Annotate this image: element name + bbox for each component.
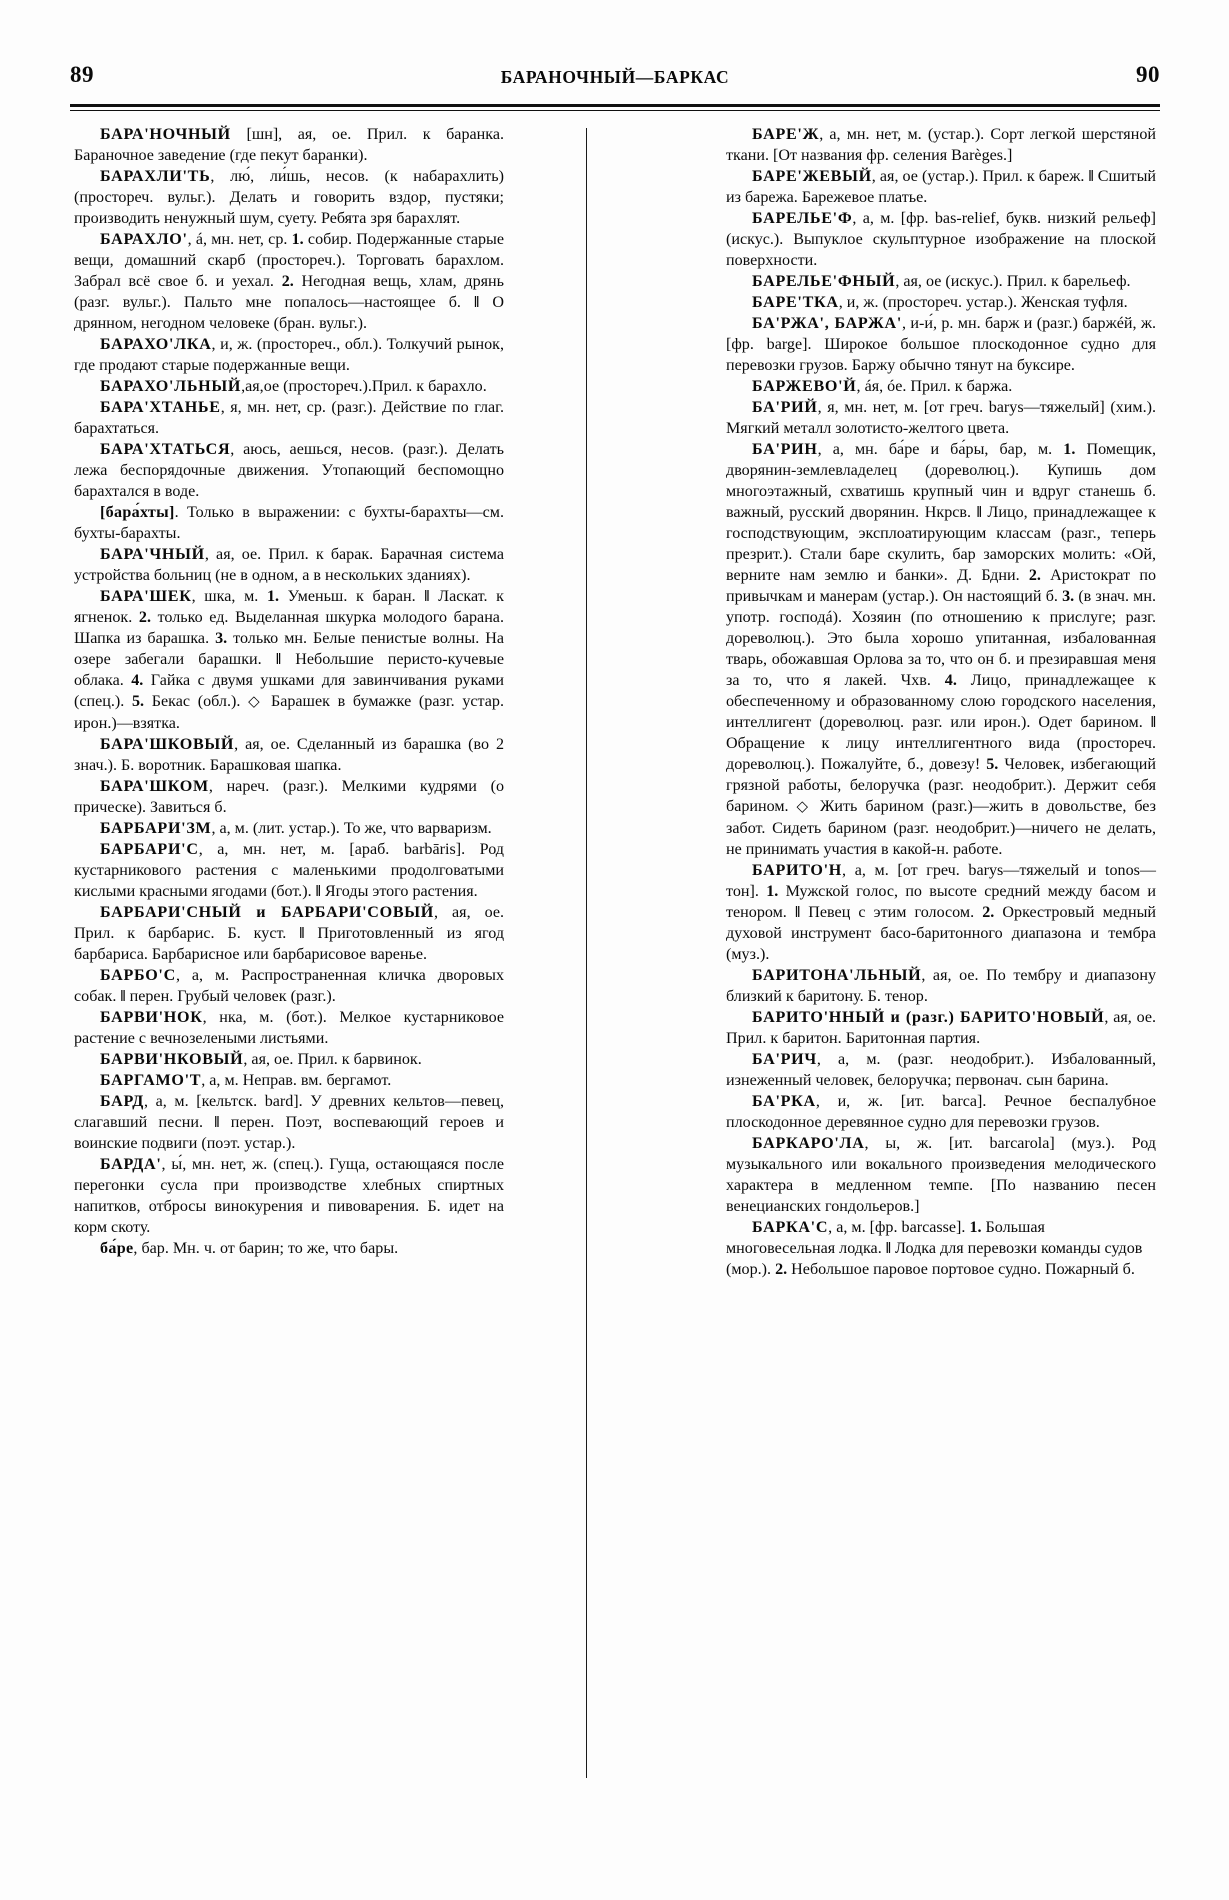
entry-headword: БАРАХЛО' — [100, 231, 188, 248]
running-head-title: БАРАНОЧНЫЙ—БАРКАС — [500, 67, 730, 87]
running-head — [70, 62, 1160, 98]
entry-headword: БАРД — [100, 1093, 145, 1110]
entry-headword: БАРБАРИ'С — [100, 841, 199, 858]
entry-headword: БАРЕ'Ж — [752, 126, 820, 143]
entry-definition: , а, м. (разг. неодобрит.). Избалованный, изнеженный человек, белоручка; первонач. сын барина. — [726, 1051, 1156, 1089]
entry-definition: , ая, ое (устар.). Прил. к бареж. ‖ Сшитый из барежа. Барежевое платье. — [726, 168, 1156, 206]
dictionary-entry — [726, 313, 1156, 376]
column-right — [726, 124, 1156, 1280]
entry-headword: БАРАХЛИ'ТЬ — [100, 168, 211, 185]
entry-definition: , шка, м. 1. Уменьш. к баран. ‖ Ласкат. к ягненок. 2. только ед. Выделанная шкурка молодого барана. Шапка из барашка. 3. только мн. Белые пенистые волны. На озере забегали барашки. ‖ Небольшие перисто-кучевые облака. 4. Гайка с двумя ушками для завинчивания руками (спец.). 5. Бекас (обл.). ◇ Барашек в бумажке (разг. устар. ирон.)—взятка. — [74, 588, 504, 732]
entry-headword: БАРКАРО'ЛА — [752, 1135, 865, 1152]
entry-definition: , ая, ое. Прил. к баритон. Баритонная партия. — [726, 1009, 1156, 1047]
dictionary-entry — [74, 439, 504, 502]
entry-definition: , а, м. [от греч. barys—тяжелый и tonos—тон]. 1. Мужской голос, по высоте средний между басом и тенором. ‖ Певец с этим голосом. 2. Оркестровый медный духовой инструмент басо-баритонного диапазона и тембра (муз.). — [726, 862, 1157, 963]
dictionary-entry — [726, 439, 1156, 860]
entry-headword: БАРЕЛЬЕ'ФНЫЙ — [752, 273, 896, 290]
entry-headword: БАРЕ'ТКА — [752, 294, 839, 311]
entry-headword: БАРИТОНА'ЛЬНЫЙ — [752, 967, 922, 984]
entry-definition: , аюсь, аешься, несов. (разг.). Делать лежа беспорядочные движения. Утопающий беспомощно барахтался в воде. — [74, 441, 504, 500]
entry-headword: БАРЕЛЬЕ'Ф — [752, 210, 853, 227]
entry-definition: , ая, ое. По тембру и диапазону близкий к баритону. Б. тенор. — [726, 967, 1156, 1005]
dictionary-entry — [74, 502, 504, 544]
entry-headword: БАРИТО'ННЫЙ и (разг.) БАРИТО'НОВЫЙ — [752, 1009, 1105, 1026]
entry-headword: БАРА'ШЕК — [100, 588, 192, 605]
entry-definition: , ая, ое. Сделанный из барашка (во 2 знач.). Б. воротник. Барашковая шапка. — [74, 736, 504, 774]
entry-definition: , áя, óе. Прил. к баржа. — [856, 378, 1013, 395]
column-container — [70, 124, 1160, 1824]
entry-headword: БАРБАРИ'СНЫЙ и БАРБАРИ'СОВЫЙ — [100, 904, 435, 921]
dictionary-entry — [74, 1238, 504, 1259]
dictionary-entry — [74, 902, 504, 965]
dictionary-entry — [74, 544, 504, 586]
dictionary-entry — [74, 965, 504, 1007]
entry-definition: , а, м. (лит. устар.). То же, что варваризм. — [211, 820, 492, 837]
entry-definition: , ы́, мн. нет, ж. (спец.). Гуща, остающаяся после перегонки сусла при производстве хлебных спиртных напитков, отбросы винокурения и пивоварения. Б. идет на корм скоту. — [74, 1156, 504, 1236]
entry-definition: , нка, м. (бот.). Мелкое кустарниковое растение с вечнозелеными листьями. — [74, 1009, 504, 1047]
entry-definition: , а, м. [кельтск. bard]. У древних кельтов—певец, слагавший песни. ‖ перен. Поэт, воспевающий героев и воинские подвиги (поэт. устар.). — [74, 1093, 504, 1152]
dictionary-entry — [74, 334, 504, 376]
dictionary-entry — [726, 397, 1156, 439]
entry-definition: , а, м. [фр. barcasse]. 1. Большая многовесельная лодка. ‖ Лодка для перевозки команды судов (мор.). 2. Небольшое паровое портовое судно. Пожарный б. — [726, 1219, 1143, 1278]
entry-definition: , лю́, ли́шь, несов. (к набарахлить) (простореч. вульг.). Делать и говорить вздор, пустяки; производить ненужный шум, суету. Ребята зря барахлят. — [74, 168, 504, 227]
entry-headword: БА'РИЧ — [752, 1051, 817, 1068]
entry-headword: БАРАХО'ЛКА — [100, 336, 212, 353]
entry-headword: ба́ре — [100, 1240, 134, 1257]
dictionary-entry — [726, 1217, 1156, 1280]
entry-headword: БАРА'ХТАНЬЕ — [100, 399, 221, 416]
entry-headword: БАРАХО'ЛЬНЫЙ — [100, 378, 242, 395]
entry-definition: , ая, ое (искус.). Прил. к барельеф. — [895, 273, 1131, 290]
entry-definition: , и, ж. (простореч. устар.). Женская туфля. — [838, 294, 1128, 311]
dictionary-entry — [74, 1154, 504, 1238]
entry-headword: БАРА'ШКОВЫЙ — [100, 736, 235, 753]
dictionary-entry — [74, 776, 504, 818]
dictionary-entry — [726, 376, 1156, 397]
entry-headword: БАРЖЕВО'Й — [752, 378, 857, 395]
dictionary-entry — [74, 734, 504, 776]
header-rule — [70, 104, 1160, 111]
entry-headword: БАРКА'С — [752, 1219, 829, 1236]
entry-definition: , и-и́, р. мн. барж и (разг.) баржéй, ж. [фр. barge]. Широкое большое плоскодонное судно для перевозки грузов. Баржу обычно тянут на буксире. — [726, 315, 1156, 374]
dictionary-entry — [726, 860, 1156, 965]
entry-headword: БА'РЖА', БАРЖА' — [752, 315, 902, 332]
entry-headword: БАРЕ'ЖЕВЫЙ — [752, 168, 872, 185]
entry-definition: , и, ж. [ит. barca]. Речное беспалубное плоскодонное деревянное судно для перевозки грузов. — [726, 1093, 1156, 1131]
dictionary-entry — [726, 1007, 1156, 1049]
dictionary-entry — [74, 586, 504, 734]
entry-headword: БАРБО'С — [100, 967, 176, 984]
entry-definition: , а, мн. нет, м. [араб. barbāris]. Род кустарникового растения с маленькими продолговатыми кислыми красными ягодами (бот.). ‖ Ягоды этого растения. — [74, 841, 504, 900]
page-number-left: 89 — [70, 62, 94, 87]
entry-definition: , я, мн. нет, ср. (разг.). Действие по глаг. барахтаться. — [74, 399, 504, 437]
dictionary-entry — [74, 818, 504, 839]
entry-headword: БА'РИН — [752, 441, 818, 458]
entry-headword: БАРВИ'НКОВЫЙ — [100, 1051, 244, 1068]
entry-headword: БАРА'ХТАТЬСЯ — [100, 441, 231, 458]
entry-definition: , а, м. Распространенная кличка дворовых собак. ‖ перен. Грубый человек (разг.). — [74, 967, 504, 1005]
dictionary-entry — [726, 166, 1156, 208]
entry-definition: , ая, ое. Прил. к барак. Барачная система устройства больниц (не в одном, а в нескольких зданиях). — [74, 546, 504, 584]
entry-headword: БАРИТО'Н — [752, 862, 843, 879]
entry-definition: , и, ж. (простореч., обл.). Толкучий рынок, где продают старые подержанные вещи. — [74, 336, 504, 374]
entry-headword: БАРДА' — [100, 1156, 162, 1173]
dictionary-entry — [726, 292, 1156, 313]
dictionary-entry — [74, 1070, 504, 1091]
dictionary-entry — [726, 965, 1156, 1007]
column-divider — [586, 128, 587, 1778]
entry-headword: БАРА'НОЧНЫЙ — [100, 126, 231, 143]
entry-headword: [бара́хты] — [100, 504, 175, 521]
entry-definition: , бар. Мн. ч. от барин; то же, что бары. — [133, 1240, 399, 1257]
dictionary-entry — [726, 1133, 1156, 1217]
entry-definition: [шн], ая, ое. Прил. к баранка. Бараночное заведение (где пекут баранки). — [74, 126, 504, 164]
dictionary-entry — [74, 229, 504, 334]
dictionary-entry — [74, 1007, 504, 1049]
entry-definition: , ая, ое. Прил. к барбарис. Б. куст. ‖ Приготовленный из ягод барбариса. Барбарисное или барбарисовое варенье. — [74, 904, 505, 963]
dictionary-entry — [726, 1091, 1156, 1133]
dictionary-entry — [726, 124, 1156, 166]
dictionary-entry — [74, 1091, 504, 1154]
dictionary-entry — [726, 208, 1156, 271]
entry-headword: БАРА'ШКОМ — [100, 778, 209, 795]
column-left — [74, 124, 504, 1259]
dictionary-entry — [74, 376, 504, 397]
dictionary-entry — [74, 124, 504, 166]
dictionary-entry — [726, 271, 1156, 292]
dictionary-entry — [74, 397, 504, 439]
entry-headword: БАРБАРИ'ЗМ — [100, 820, 212, 837]
dictionary-entry — [726, 1049, 1156, 1091]
entry-definition: , ы, ж. [ит. barcarola] (муз.). Род музыкального или вокального произведения мелодического характера в медленном темпе. [По названию песен венецианских гондольеров.] — [726, 1135, 1156, 1215]
entry-headword: БА'РИЙ — [752, 399, 818, 416]
entry-headword: БАРВИ'НОК — [100, 1009, 203, 1026]
entry-headword: БАРГАМО'Т — [100, 1072, 202, 1089]
page-number-right: 90 — [1136, 62, 1160, 87]
entry-definition: ,ая,ое (простореч.).Прил. к барахло. — [241, 378, 487, 395]
dictionary-entry — [74, 166, 504, 229]
entry-definition: . Только в выражении: с бухты-барахты—см. бухты-барахты. — [74, 504, 504, 542]
dictionary-entry — [74, 839, 504, 902]
entry-definition: , ая, ое. Прил. к барвинок. — [243, 1051, 422, 1068]
entry-definition: , а, мн. нет, м. (устар.). Сорт легкой шерстяной ткани. [От названия фр. селения Barèges.] — [726, 126, 1156, 164]
entry-definition: , а, мн. ба́ре и ба́ры, бар, м. 1. Помещик, дворянин-землевладелец (дореволюц.). Купишь дом многоэтажный, схватишь крупный чин и вдруг станешь б. важный, русский дворянин. Нкрсв. ‖ Лицо, принадлежащее к господствующим, эксплоатирующим классам (разг., теперь презрит.). Стали баре скулить, бар заморских молить: «Ой, верните нам землю и банки». Д. Бдни. 2. Аристократ по привычкам и манерам (устар.). Он настоящий б. 3. (в знач. мн. употр. господá). Хозяин (по отношению к прислуге; разг. дореволюц.). Это была хорошо упитанная, избалованная тварь, обожавшая Орлова за то, что он б. и презиравшая меня за то, что я лакей. Чхв. 4. Лицо, принадлежащее к обеспеченному и образованному слою городского населения, интеллигент (дореволюц. разг. или ирон.). Одет барином. ‖ Обращение к лицу интеллигентного вида (простореч. дореволюц.). Пожалуйте, б., довезу! 5. Человек, избегающий грязной работы, белоручка (разг. неодобрит.). Держит себя барином. ◇ Жить барином (разг.)—жить в довольстве, без забот. Сидеть барином (разг. неодобрит.)—ничего не делать, не принимать участия в какой-н. работе. — [726, 441, 1157, 858]
entry-definition: , а, м. [фр. bas-relief, букв. низкий рельеф] (искус.). Выпуклое скульптурное изображение на плоской поверхности. — [726, 210, 1156, 269]
entry-definition: , á, мн. нет, ср. 1. собир. Подержанные старые вещи, домашний скарб (простореч.). Торговать барахлом. Забрал всё свое б. и уехал. 2. Негодная вещь, хлам, дрянь (разг. вульг.). Пальто мне попалось—настоящее б. ‖ О дрянном, негодном человеке (бран. вульг.). — [74, 231, 504, 332]
entry-headword: БА'РКА — [752, 1093, 816, 1110]
entry-definition: , я, мн. нет, м. [от греч. barys—тяжелый] (хим.). Мягкий металл золотисто-желтого цвета. — [726, 399, 1156, 437]
entry-definition: , а, м. Неправ. вм. бергамот. — [201, 1072, 392, 1089]
entry-headword: БАРА'ЧНЫЙ — [100, 546, 205, 563]
entry-definition: , нареч. (разг.). Мелкими кудрями (о прическе). Завиться б. — [74, 778, 504, 816]
dictionary-entry — [74, 1049, 504, 1070]
